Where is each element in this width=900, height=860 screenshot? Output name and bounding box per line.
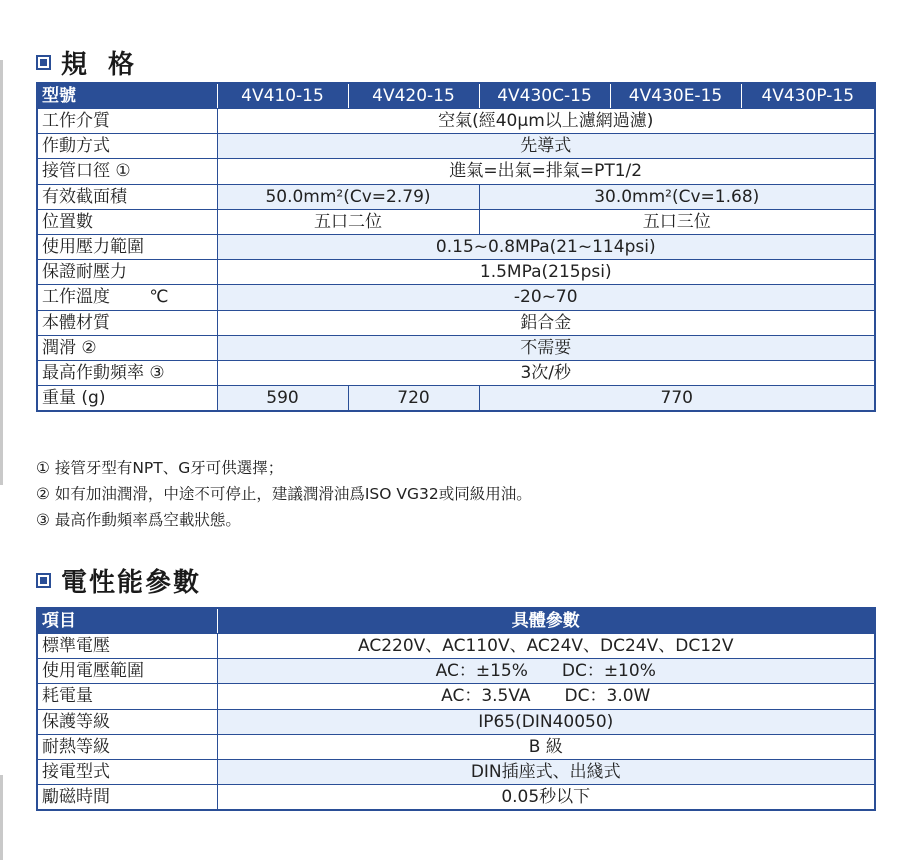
row-label: 最高作動頻率 ③: [37, 360, 217, 385]
spec-title-text: 規 格: [61, 50, 141, 80]
table-row: [37, 335, 875, 360]
row-label: 接電型式: [37, 759, 217, 784]
row-label: 本體材質: [37, 310, 217, 335]
row-value: 0.15~0.8MPa(21~114psi): [217, 234, 875, 259]
table-row: [37, 360, 875, 385]
row-value: 0.05秒以下: [217, 785, 875, 811]
spec-notes: [36, 455, 532, 533]
header-cell-item: 項目: [37, 608, 217, 634]
electric-table: [36, 607, 876, 811]
table-row: [37, 634, 875, 659]
row-value: AC：±15% DC：±10%: [217, 659, 875, 684]
note-1: ① 接管牙型有NPT、G牙可供選擇；: [36, 459, 284, 477]
row-label: [37, 285, 217, 310]
row-label: 耐熱等級: [37, 734, 217, 759]
row-value: 進氣=出氣=排氣=PT1/2: [217, 159, 875, 184]
temperature-label: 工作溫度: [42, 287, 110, 308]
row-value: -20~70: [217, 285, 875, 310]
row-label: 保護等級: [37, 709, 217, 734]
row-value: AC220V、AC110V、AC24V、DC24V、DC12V: [217, 634, 875, 659]
header-cell-model-5: 4V430P-15: [741, 83, 875, 109]
header-cell-model-3: 4V430C-15: [479, 83, 610, 109]
table-row: [37, 134, 875, 159]
row-label: 使用壓力範圍: [37, 234, 217, 259]
square-bullet-icon: [36, 573, 51, 588]
row-value-right: 30.0mm²(Cv=1.68): [479, 184, 875, 209]
row-value: AC：3.5VA DC：3.0W: [217, 684, 875, 709]
note-2: ② 如有加油潤滑，中途不可停止，建議潤滑油爲ISO VG32或同級用油。: [36, 485, 532, 503]
table-row: [37, 209, 875, 234]
row-value: DIN插座式、出綫式: [217, 759, 875, 784]
row-label: 重量 (g): [37, 386, 217, 412]
table-row: [37, 234, 875, 259]
table-row: [37, 785, 875, 811]
left-edge-mark: [0, 60, 3, 485]
row-value: 3次/秒: [217, 360, 875, 385]
table-row: [37, 684, 875, 709]
row-value-left: 50.0mm²(Cv=2.79): [217, 184, 479, 209]
row-label: 工作介質: [37, 109, 217, 134]
row-value: IP65(DIN40050): [217, 709, 875, 734]
row-value: 空氣(經40μm以上濾網過濾): [217, 109, 875, 134]
spec-table-header: [37, 83, 875, 109]
row-value: 先導式: [217, 134, 875, 159]
weight-value-1: 590: [217, 386, 348, 412]
temperature-unit: ℃: [149, 287, 169, 308]
table-row: [37, 109, 875, 134]
header-cell-model-2: 4V420-15: [348, 83, 479, 109]
electric-title-text: 電性能參數: [61, 568, 202, 598]
spec-table: [36, 82, 876, 412]
row-value: 1.5MPa(215psi): [217, 260, 875, 285]
table-row: [37, 734, 875, 759]
row-value: 不需要: [217, 335, 875, 360]
square-bullet-icon: [36, 55, 51, 70]
row-value: B 級: [217, 734, 875, 759]
table-row: [37, 759, 875, 784]
left-edge-mark: [0, 775, 3, 860]
electric-section-title: [36, 562, 201, 599]
table-row: [37, 709, 875, 734]
table-row: [37, 159, 875, 184]
table-row: [37, 285, 875, 310]
table-row: [37, 260, 875, 285]
weight-value-2: 720: [348, 386, 479, 412]
row-value-left: 五口二位: [217, 209, 479, 234]
row-label: 勵磁時間: [37, 785, 217, 811]
row-value: 鋁合金: [217, 310, 875, 335]
row-label: 有效截面積: [37, 184, 217, 209]
electric-table-header: [37, 608, 875, 634]
header-cell-params: 具體參數: [217, 608, 875, 634]
table-row: [37, 310, 875, 335]
row-value-right: 五口三位: [479, 209, 875, 234]
table-row: [37, 659, 875, 684]
row-label: 耗電量: [37, 684, 217, 709]
header-cell-model-1: 4V410-15: [217, 83, 348, 109]
row-label: 接管口徑 ①: [37, 159, 217, 184]
header-cell-model: 型號: [37, 83, 217, 109]
table-row: [37, 184, 875, 209]
row-label: 標準電壓: [37, 634, 217, 659]
row-label: 潤滑 ②: [37, 335, 217, 360]
weight-value-3: 770: [479, 386, 875, 412]
row-label: 位置數: [37, 209, 217, 234]
spec-section-title: [36, 44, 140, 81]
table-row: [37, 386, 875, 412]
row-label: 使用電壓範圍: [37, 659, 217, 684]
row-label: 保證耐壓力: [37, 260, 217, 285]
row-label: 作動方式: [37, 134, 217, 159]
header-cell-model-4: 4V430E-15: [610, 83, 741, 109]
note-3: ③ 最高作動頻率爲空載狀態。: [36, 511, 241, 529]
